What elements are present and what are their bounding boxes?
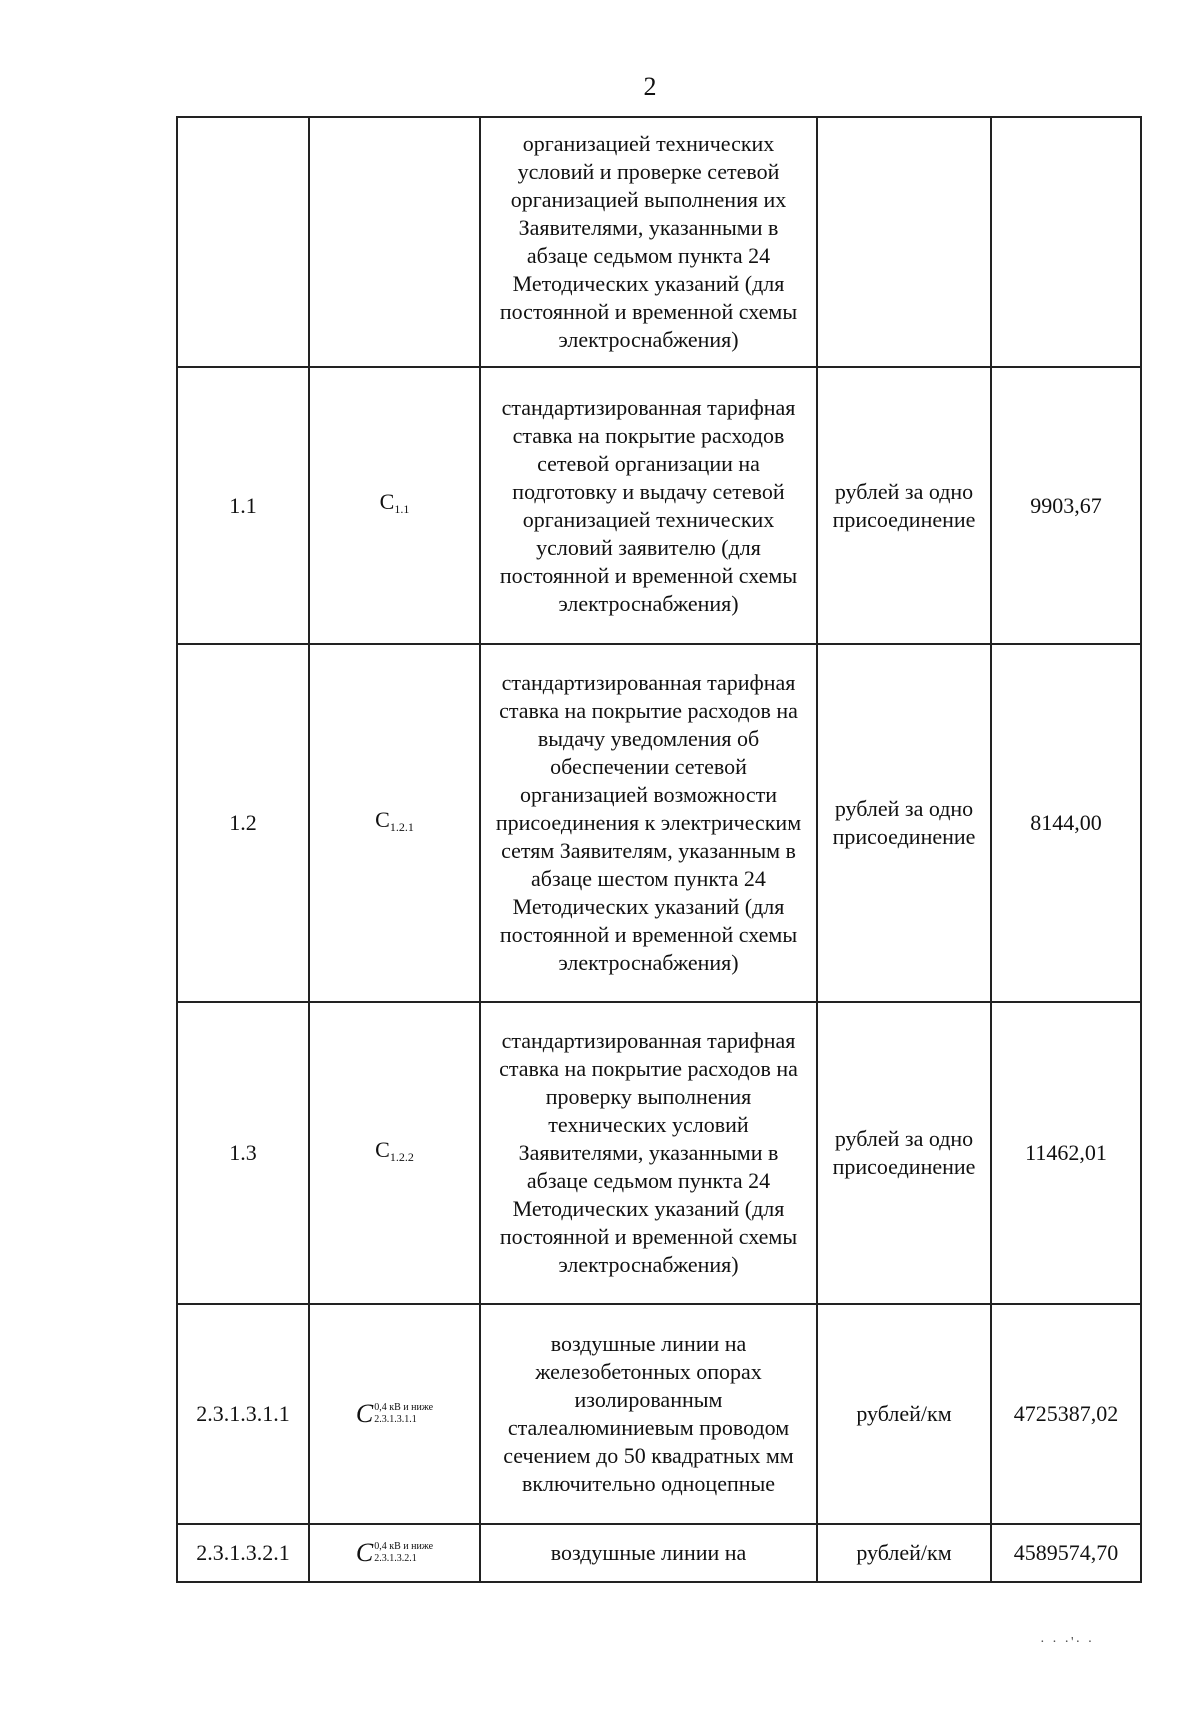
rate-symbol: $C_{1.1}$ xyxy=(379,489,410,516)
row-number-cell xyxy=(177,117,309,367)
value-cell: 9903,67 xyxy=(991,367,1141,644)
tariff-table xyxy=(176,116,1142,1583)
rate-description: воздушные линии на xyxy=(480,1524,817,1582)
value-cell: 4589574,70 xyxy=(991,1524,1141,1582)
table-row xyxy=(177,117,1141,367)
rate-description: воздушные линии на железобетонных опорах изолированным сталеалюминиевым проводом сечением до 50 квадратных мм включительно одноцепные xyxy=(480,1304,817,1524)
value-cell: 11462,01 xyxy=(991,1002,1141,1304)
rate-symbol: C 0,4 кВ и ниже 2.3.1.3.1.1 xyxy=(355,1398,434,1428)
rate-symbol: $C_{1.2.1}$ xyxy=(375,806,414,834)
scan-marks: · · ·'· · xyxy=(1040,1635,1095,1650)
rate-symbol-cell xyxy=(309,1524,480,1582)
rate-symbol-cell xyxy=(309,367,480,644)
unit-cell: рублей за одно присоединение xyxy=(817,367,991,644)
table-row xyxy=(177,1002,1141,1304)
table-row xyxy=(177,644,1141,1002)
unit-cell xyxy=(817,117,991,367)
unit-cell: рублей за одно присоединение xyxy=(817,1002,991,1304)
row-number-cell: 2.3.1.3.2.1 xyxy=(177,1524,309,1582)
table-row xyxy=(177,1304,1141,1524)
rate-description: стандартизированная тарифная ставка на покрытие расходов на проверку выполнения технических условий Заявителями, указанными в абзаце седьмом пункта 24 Методических указаний (для постоянной и временной схемы электроснабжения) xyxy=(480,1002,817,1304)
rate-symbol-cell xyxy=(309,644,480,1002)
unit-cell: рублей за одно присоединение xyxy=(817,644,991,1002)
row-number-cell: 1.1 xyxy=(177,367,309,644)
table-row xyxy=(177,367,1141,644)
rate-symbol-cell xyxy=(309,1304,480,1524)
value-cell: 8144,00 xyxy=(991,644,1141,1002)
rate-symbol-cell xyxy=(309,1002,480,1304)
unit-cell: рублей/км xyxy=(817,1524,991,1582)
row-number-cell: 2.3.1.3.1.1 xyxy=(177,1304,309,1524)
rate-symbol-cell xyxy=(309,117,480,367)
value-cell xyxy=(991,117,1141,367)
unit-cell: рублей/км xyxy=(817,1304,991,1524)
row-number-cell: 1.3 xyxy=(177,1002,309,1304)
value-cell: 4725387,02 xyxy=(991,1304,1141,1524)
rate-symbol: $C_{1.2.2}$ xyxy=(375,1136,414,1164)
rate-description: организацией технических условий и проверке сетевой организацией выполнения их Заявителями, указанными в абзаце седьмом пункта 24 Методических указаний (для постоянной и временной схемы электроснабжения) xyxy=(480,117,817,367)
page-number: 2 xyxy=(643,72,657,101)
row-number-cell: 1.2 xyxy=(177,644,309,1002)
rate-description: стандартизированная тарифная ставка на покрытие расходов сетевой организации на подготовку и выдачу сетевой организацией технических условий заявителю (для постоянной и временной схемы электроснабжения) xyxy=(480,367,817,644)
rate-description: стандартизированная тарифная ставка на покрытие расходов на выдачу уведомления об обеспечении сетевой организацией возможности присоединения к электрическим сетям Заявителям, указанным в абзаце шестом пункта 24 Методических указаний (для постоянной и временной схемы электроснабжения) xyxy=(480,644,817,1002)
rate-symbol: C 0,4 кВ и ниже 2.3.1.3.2.1 xyxy=(355,1537,434,1567)
table-row xyxy=(177,1524,1141,1582)
